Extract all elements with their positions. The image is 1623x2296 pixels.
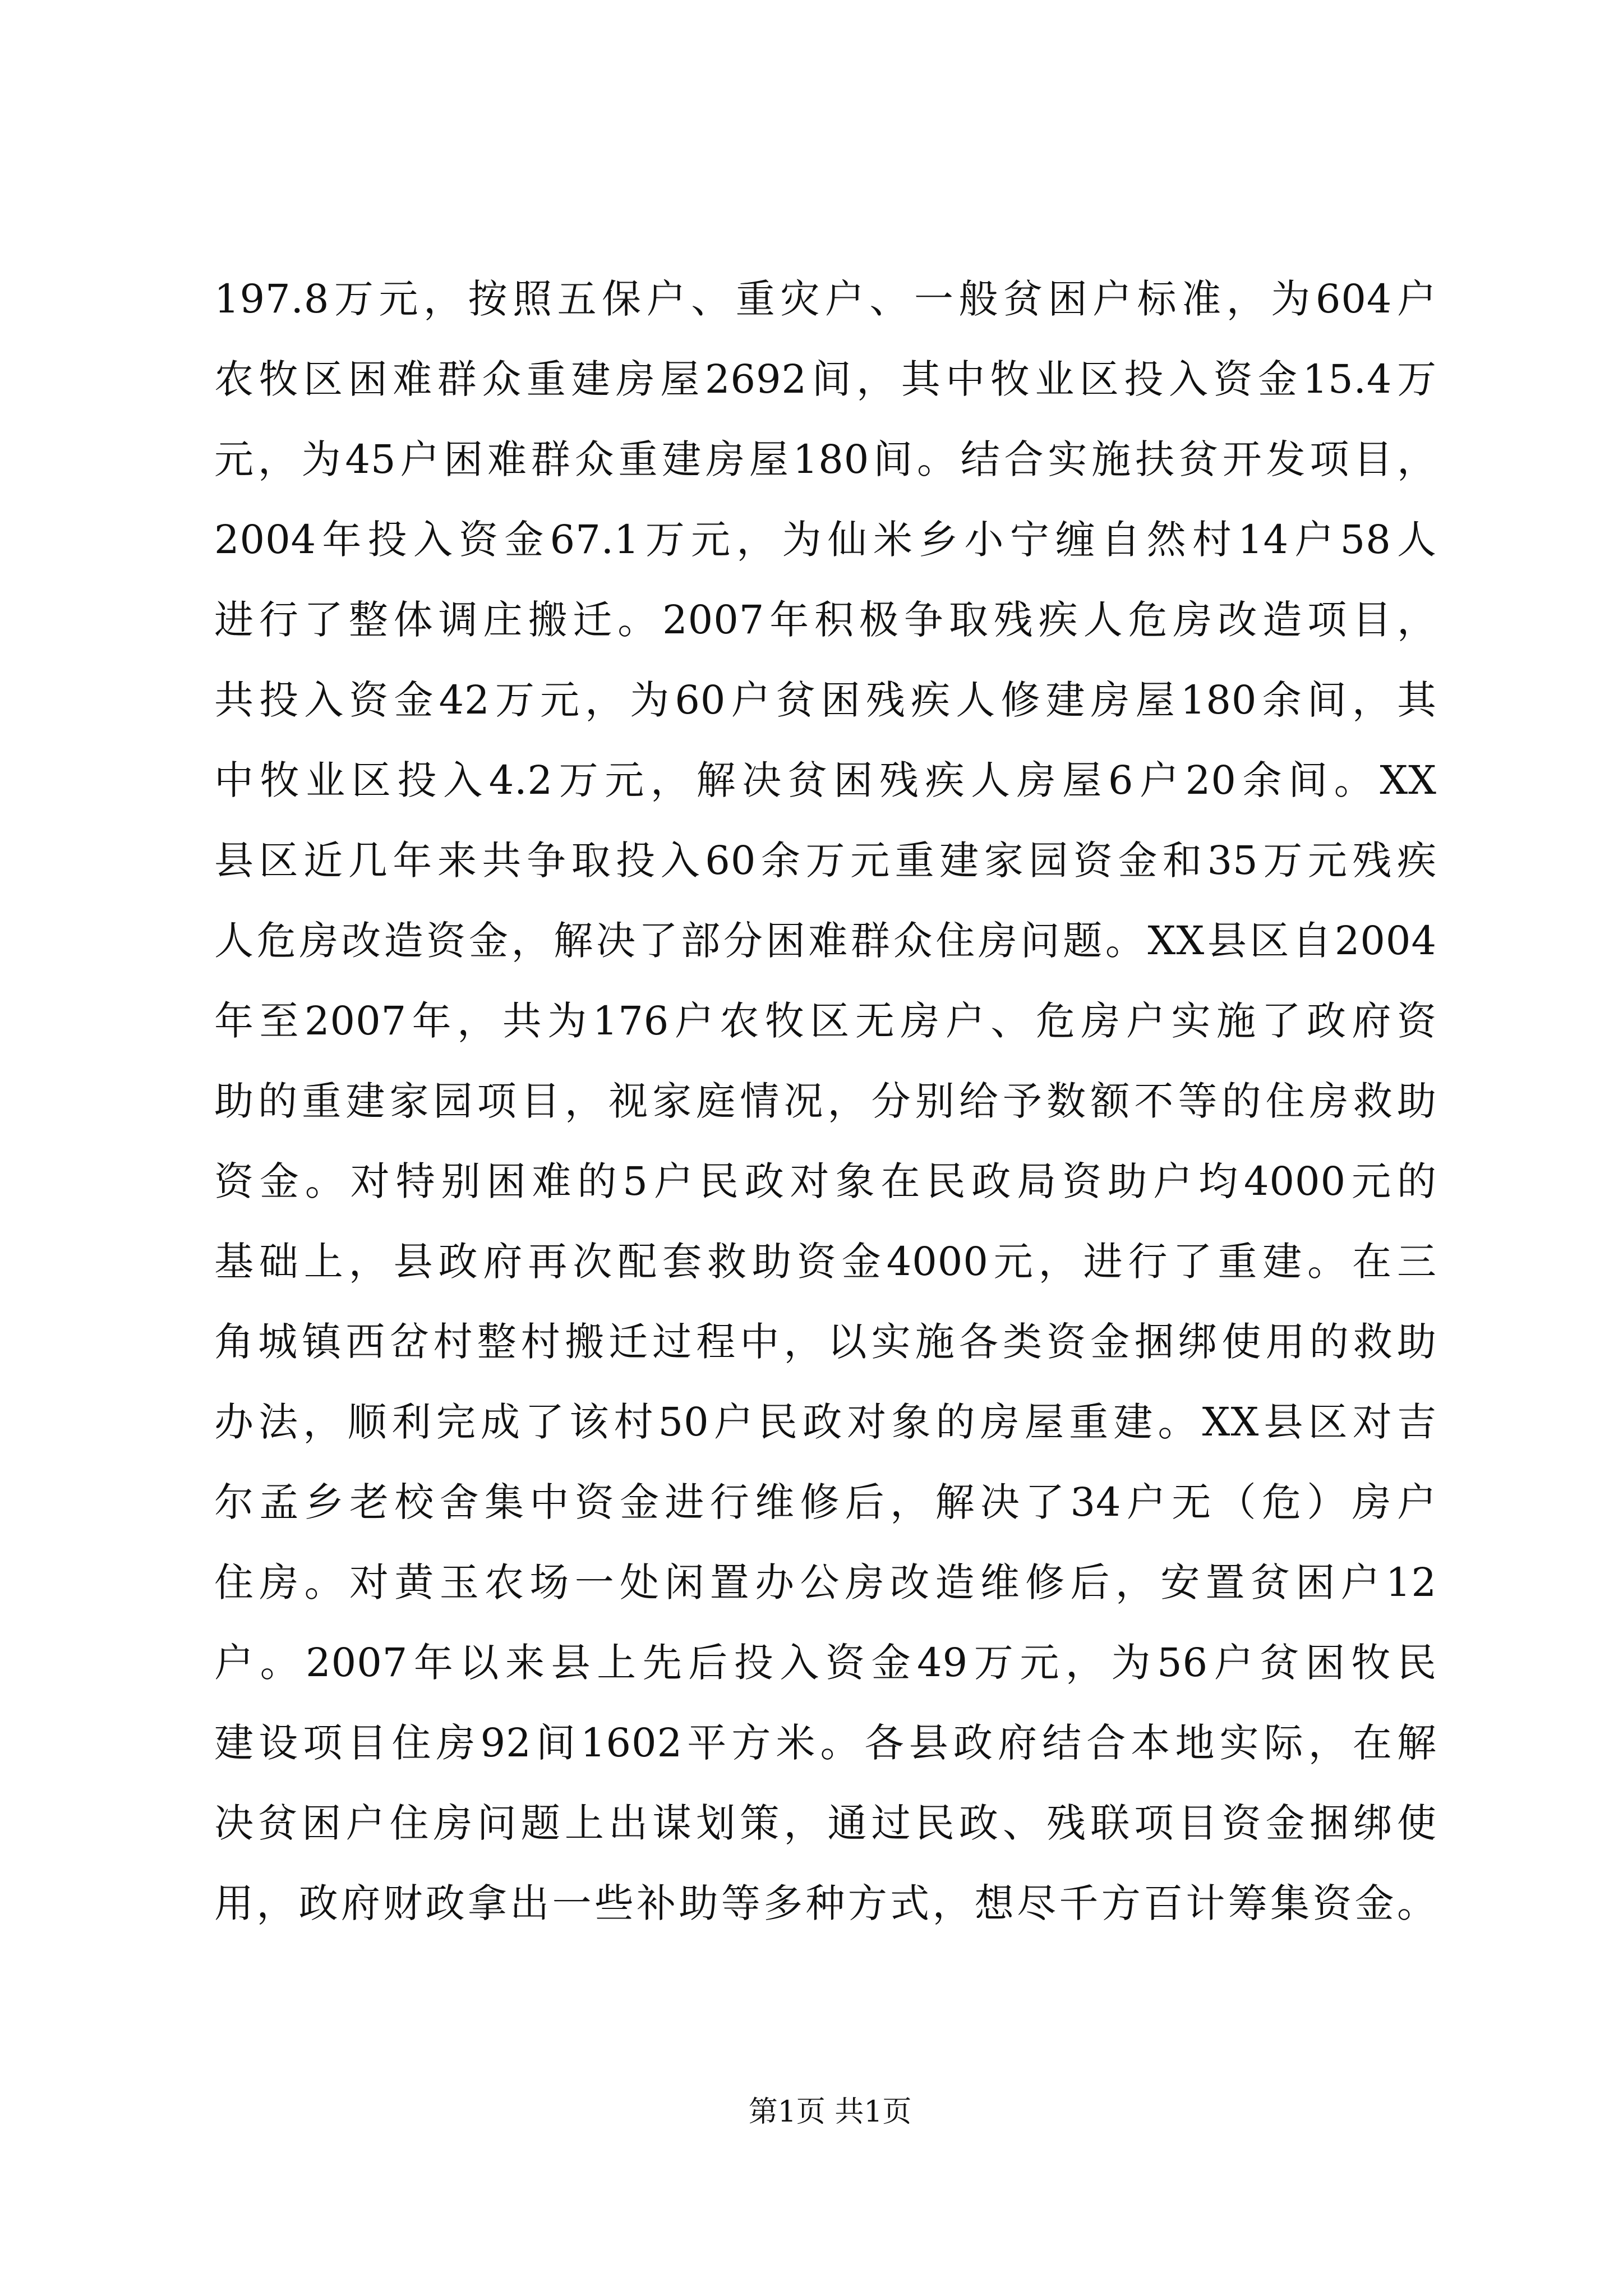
- text-line-9: 人危房改造资金，解决了部分困难群众住房问题。XX县区自2004: [214, 918, 1437, 964]
- text-line-8: 县区近几年来共争取投入60余万元重建家园资金和35万元残疾: [214, 838, 1437, 884]
- text-line-19: 建设项目住房92间1602平方米。各县政府结合本地实际，在解: [214, 1720, 1437, 1766]
- text-line-3: 元，为45户困难群众重建房屋180间。结合实施扶贫开发项目，: [214, 436, 1437, 482]
- text-line-14: 角城镇西岔村整村搬迁过程中，以实施各类资金捆绑使用的救助: [214, 1319, 1437, 1365]
- body-paragraph: [214, 259, 1437, 1944]
- text-line-12: 资金。对特别困难的5户民政对象在民政局资助户均4000元的: [214, 1158, 1437, 1204]
- page-number-label: 第1页 共1页: [748, 2095, 912, 2129]
- text-line-7: 中牧业区投入4.2万元，解决贫困残疾人房屋6户20余间。XX: [214, 757, 1437, 803]
- text-line-2: 农牧区困难群众重建房屋2692间，其中牧业区投入资金15.4万: [214, 356, 1437, 402]
- text-line-21: 用，政府财政拿出一些补助等多种方式，想尽千方百计筹集资金。: [214, 1880, 1437, 1926]
- text-line-11: 助的重建家园项目，视家庭情况，分别给予数额不等的住房救助: [214, 1078, 1437, 1124]
- text-line-4: 2004年投入资金67.1万元，为仙米乡小宁缠自然村14户58人: [214, 517, 1437, 563]
- text-line-1: 197.8万元，按照五保户、重灾户、一般贫困户标准，为604户: [214, 276, 1437, 322]
- page-footer: [0, 2053, 1623, 2171]
- text-line-6: 共投入资金42万元，为60户贫困残疾人修建房屋180余间，其: [214, 677, 1437, 723]
- text-line-5: 进行了整体调庄搬迁。2007年积极争取残疾人危房改造项目，: [214, 597, 1437, 643]
- text-line-18: 户。2007年以来县上先后投入资金49万元，为56户贫困牧民: [214, 1640, 1437, 1686]
- text-line-15: 办法，顺利完成了该村50户民政对象的房屋重建。XX县区对吉: [214, 1399, 1437, 1445]
- text-line-13: 基础上，县政府再次配套救助资金4000元，进行了重建。在三: [214, 1239, 1437, 1285]
- text-line-10: 年至2007年，共为176户农牧区无房户、危房户实施了政府资: [214, 998, 1437, 1044]
- text-line-17: 住房。对黄玉农场一处闲置办公房改造维修后，安置贫困户12: [214, 1559, 1437, 1605]
- text-line-16: 尔孟乡老校舍集中资金进行维修后，解决了34户无（危）房户: [214, 1479, 1437, 1525]
- text-line-20: 决贫困户住房问题上出谋划策，通过民政、残联项目资金捆绑使: [214, 1800, 1437, 1846]
